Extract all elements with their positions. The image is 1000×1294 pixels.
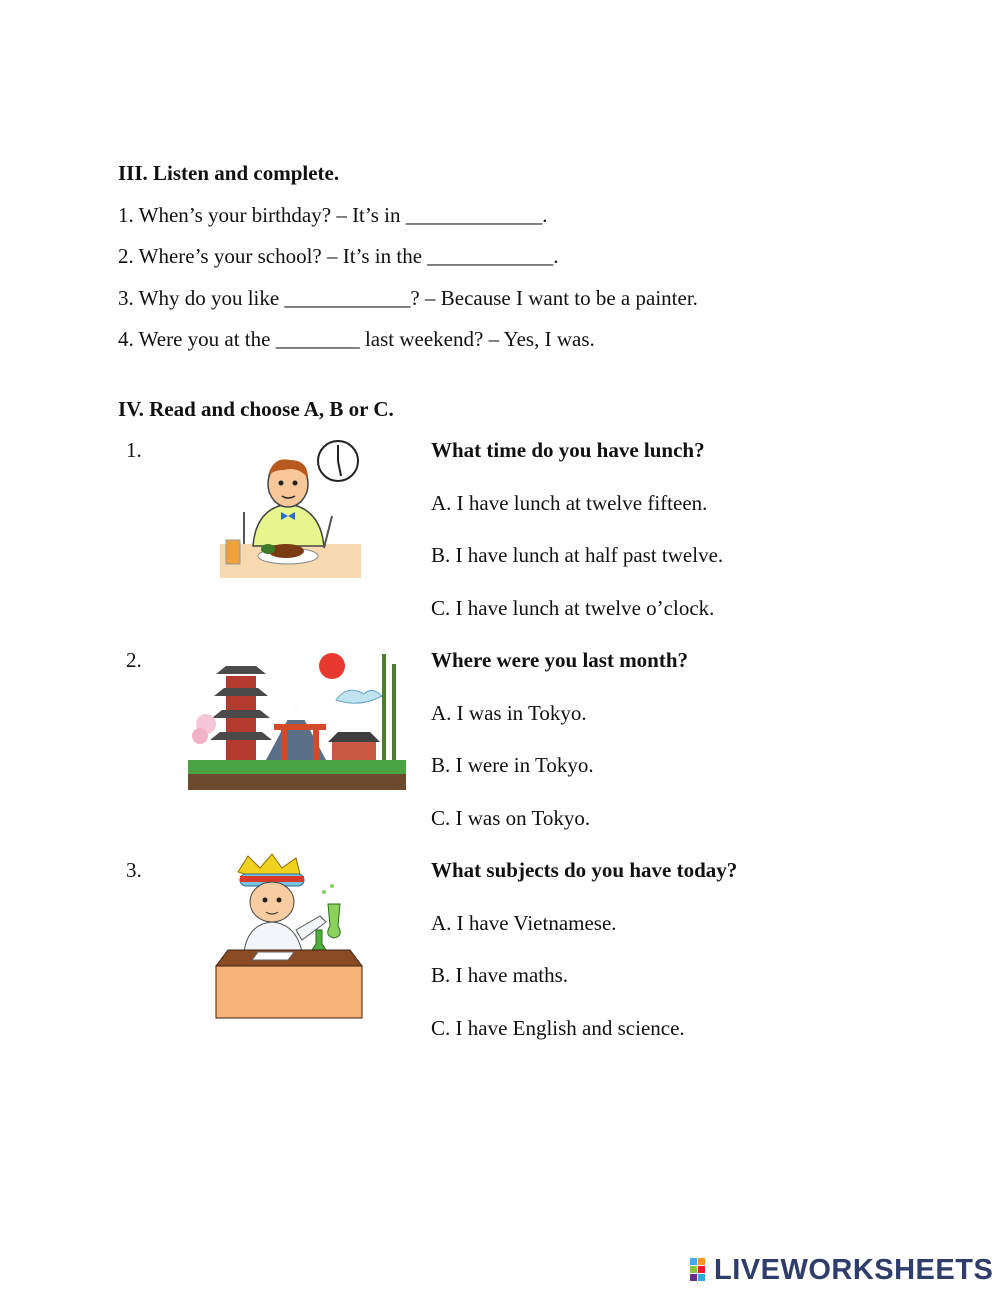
section-4-heading: IV. Read and choose A, B or C. — [118, 397, 394, 421]
option-a[interactable]: A. I have Vietnamese. — [431, 911, 617, 935]
question-number: 1. — [126, 438, 142, 462]
option-b[interactable]: B. I have lunch at half past twelve. — [431, 543, 724, 567]
liveworksheets-logo-icon — [690, 1258, 714, 1282]
question-text: Where were you last month? — [431, 648, 689, 672]
option-c[interactable]: C. I was on Tokyo. — [431, 806, 591, 830]
logo-text: LIVEWORKSHEETS — [714, 1253, 994, 1286]
question-text: What time do you have lunch? — [431, 438, 705, 462]
question-text: What subjects do you have today? — [431, 858, 738, 882]
man-eating-lunch-illustration — [218, 436, 363, 578]
option-a[interactable]: A. I was in Tokyo. — [431, 701, 587, 725]
option-b[interactable]: B. I have maths. — [431, 963, 569, 987]
question-number: 2. — [126, 648, 142, 672]
listen-item-4: 4. Were you at the ________ last weekend? – Yes, I was. — [118, 327, 595, 351]
option-b[interactable]: B. I were in Tokyo. — [431, 753, 594, 777]
question-number: 3. — [126, 858, 142, 882]
option-a[interactable]: A. I have lunch at twelve fifteen. — [431, 491, 708, 515]
listen-item-1: 1. When’s your birthday? – It’s in _____________. — [118, 203, 548, 227]
japan-landmarks-illustration — [186, 644, 408, 792]
option-c[interactable]: C. I have English and science. — [431, 1016, 685, 1040]
listen-item-2: 2. Where’s your school? – It’s in the ____________. — [118, 244, 559, 268]
option-c[interactable]: C. I have lunch at twelve o’clock. — [431, 596, 715, 620]
boy-scientist-illustration — [210, 852, 370, 1022]
liveworksheets-logo — [690, 1255, 993, 1285]
listen-item-3: 3. Why do you like ____________? – Because I want to be a painter. — [118, 286, 698, 310]
section-3-heading: III. Listen and complete. — [118, 161, 340, 185]
